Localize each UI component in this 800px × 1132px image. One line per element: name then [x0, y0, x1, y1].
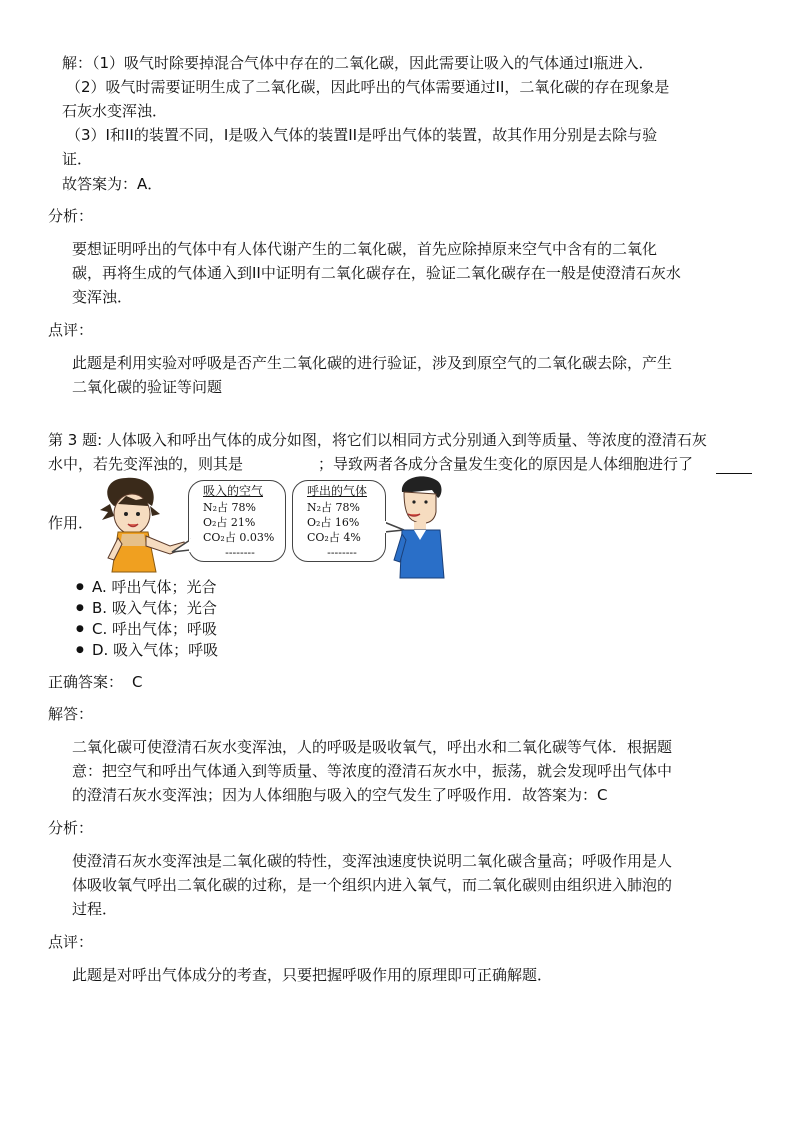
solution-line-3: 的澄清石灰水变浑浊；因为人体细胞与吸入的空气发生了呼吸作用．故答案为：C [72, 786, 608, 804]
question-line-2b: ；导致两者各成分含量发生变化的原因是人体细胞进行了 [318, 455, 694, 473]
option-a: ● A. 呼出气体；光合 [92, 577, 217, 597]
prev-comment-label: 点评： [48, 321, 94, 339]
option-b: ● B. 吸入气体；光合 [92, 598, 217, 618]
prev-solution-line-6: 故答案为：A． [62, 175, 163, 193]
girl-illustration [96, 476, 192, 576]
analysis-line-1: 使澄清石灰水变浑浊是二氧化碳的特性，变浑浊速度快说明二氧化碳含量高；呼吸作用是人 [72, 852, 673, 870]
prev-solution-line-4: （3）I和II的装置不同，I是吸入气体的装置II是呼出气体的装置，故其作用分别是去除与验 [66, 126, 658, 144]
answer-value: C [132, 673, 143, 691]
question-line-2a: 水中，若先变浑浊的，则其是 [48, 455, 244, 473]
analysis-line-2: 体吸收氧气呼出二氧化碳的过称，是一个组织内进入氧气，而二氧化碳则由组织进入肺泡的 [72, 876, 673, 894]
exhaled-gas-title: 呼出的气体 [307, 484, 368, 498]
prev-solution-line-3: 石灰水变浑浊． [62, 102, 168, 120]
prev-comment-line-2: 二氧化碳的验证等问题 [72, 378, 223, 396]
inhaled-co2: CO₂占 0.03% [203, 531, 275, 544]
option-d: ● D. 吸入气体；呼吸 [92, 640, 218, 660]
inhaled-o2: O₂占 21% [203, 516, 256, 529]
analysis-line-3: 过程． [72, 900, 118, 918]
prev-solution-line-2: （2）吸气时需要证明生成了二氧化碳，因此呼出的气体需要通过II，二氧化碳的存在现象是 [66, 78, 670, 96]
exhaled-o2: O₂占 16% [307, 516, 360, 529]
inhaled-bubble-tail [170, 538, 194, 558]
solution-label: 解答： [48, 705, 94, 723]
inhaled-dashes: -------- [225, 546, 255, 559]
exhaled-n2: N₂占 78% [307, 501, 360, 514]
inhaled-n2: N₂占 78% [203, 501, 256, 514]
prev-analysis-line-1: 要想证明呼出的气体中有人体代谢产生的二氧化碳，首先应除掉原来空气中含有的二氧化 [72, 240, 658, 258]
exhaled-co2: CO₂占 4% [307, 531, 361, 544]
answer-label: 正确答案： [48, 673, 124, 691]
prev-analysis-line-2: 碳，再将生成的气体通入到II中证明有二氧化碳存在，验证二氧化碳存在一般是使澄清石灰水 [72, 264, 681, 282]
question-blank-2 [716, 454, 752, 474]
question-blank-1 [258, 454, 308, 474]
question-line-1: 第 3 题: 人体吸入和呼出气体的成分如图，将它们以相同方式分别通入到等质量、等浓度的澄清石灰 [48, 431, 707, 449]
inhaled-air-title: 吸入的空气 [203, 484, 264, 498]
comment-line-1: 此题是对呼出气体成分的考查，只要把握呼吸作用的原理即可正确解题． [72, 966, 553, 984]
prev-comment-line-1: 此题是利用实验对呼吸是否产生二氧化碳的进行验证，涉及到原空气的二氧化碳去除，产生 [72, 354, 673, 372]
question-line-3: 作用． [48, 514, 94, 532]
prev-analysis-line-3: 变浑浊． [72, 288, 133, 306]
comment-label: 点评： [48, 933, 94, 951]
exhaled-gas-bubble [292, 480, 386, 562]
option-c: ● C. 呼出气体；呼吸 [92, 619, 217, 639]
exhaled-dashes: -------- [327, 546, 357, 559]
analysis-label: 分析： [48, 819, 94, 837]
boy-illustration [392, 474, 452, 580]
prev-solution-line-5: 证． [62, 150, 93, 168]
solution-line-2: 意：把空气和呼出气体通入到等质量、等浓度的澄清石灰水中，振荡，就会发现呼出气体中 [72, 762, 673, 780]
prev-solution-line-1: 解：（1）吸气时除要掉混合气体中存在的二氧化碳，因此需要让吸入的气体通过I瓶进入． [62, 54, 654, 72]
prev-analysis-label: 分析： [48, 207, 94, 225]
inhaled-air-bubble [188, 480, 286, 562]
solution-line-1: 二氧化碳可使澄清石灰水变浑浊，人的呼吸是吸收氧气，呼出水和二氧化碳等气体．根据题 [72, 738, 673, 756]
